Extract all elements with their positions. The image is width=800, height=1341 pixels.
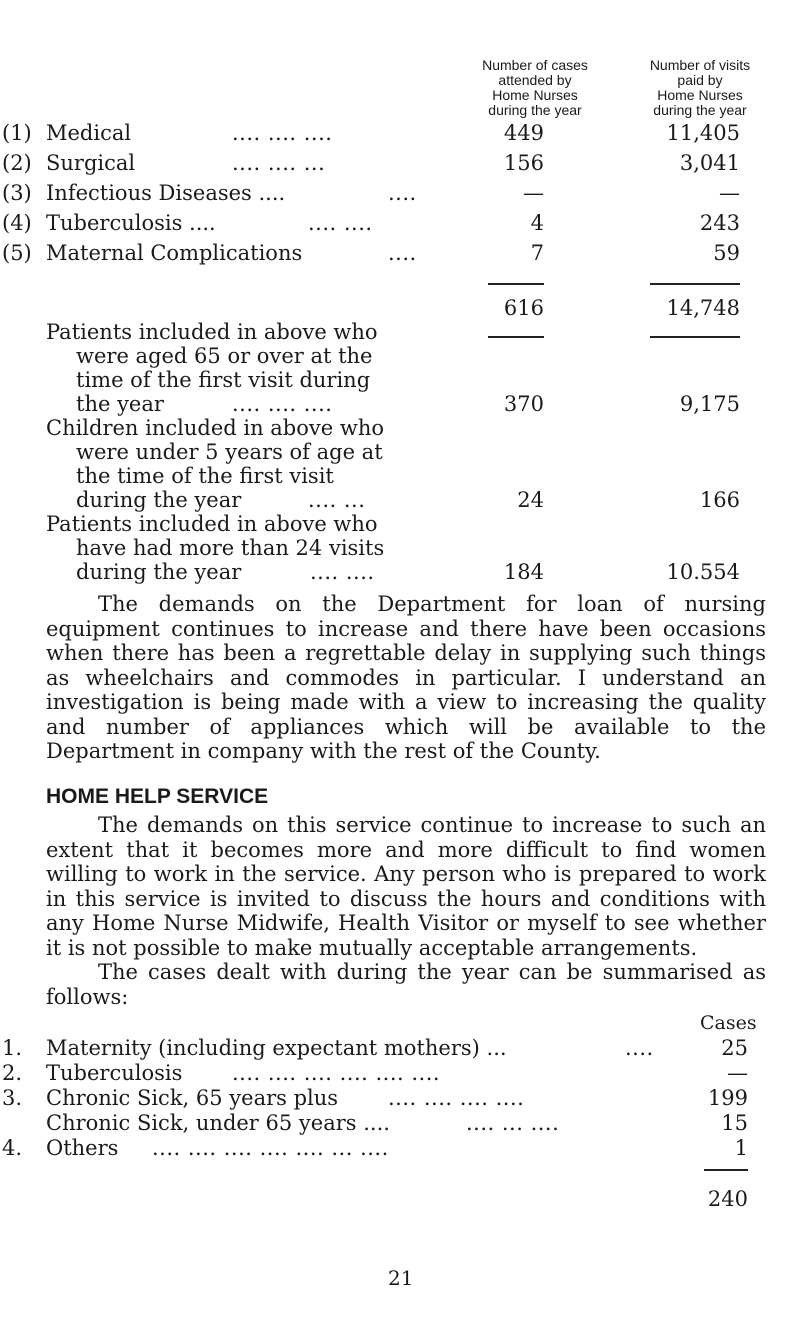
subtotal-rule-cases (488, 283, 544, 285)
summary-intro-paragraph: The cases dealt with during the year can be summarised as follows: (46, 960, 766, 1009)
total-rule-cases (488, 336, 544, 338)
section-heading: HOME HELP SERVICE (46, 785, 269, 808)
cases-total-rule (704, 1169, 748, 1171)
visits-column-header: Number of visits paid by Home Nurses during the year (649, 57, 751, 118)
equipment-paragraph: The demands on the Department for loan of nursing equipment continues to increase and there have been occasions when there has been a regrettable delay in supplying such things as wheelchairs and commodes in particular. I understand an investigation is being made with a view to increasing the quality and number of appliances which will be available to the Department in company with the rest of the County. (46, 592, 766, 763)
cases-column-header: Number of cases attended by Home Nurses during the year (482, 57, 588, 118)
home-help-paragraph: The demands on this service continue to increase to such an extent that it becomes more and more difficult to find women willing to work in the service. Any person who is prepared to work in this service is invited to discuss the hours and conditions with any Home Nurse Midwife, Health Visitor or myself to see whether it is not possible to make mutually acceptable arrangements. (46, 813, 766, 960)
cases-header: Cases (700, 1012, 757, 1034)
total-rule-visits (650, 336, 740, 338)
subtotal-rule-visits (650, 283, 740, 285)
page-number: 21 (388, 1266, 414, 1290)
cases-total: 240 (707, 1187, 748, 1211)
